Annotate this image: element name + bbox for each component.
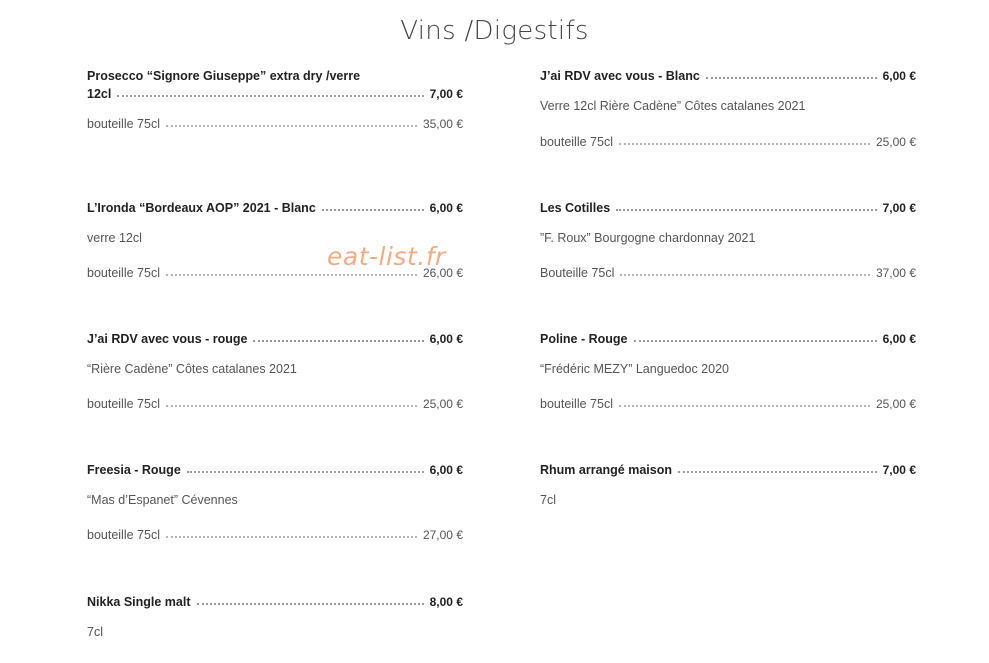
dot-leader: [166, 536, 417, 538]
menu-item-price: 6,00 €: [429, 463, 463, 477]
bottle-price: 25,00 €: [422, 397, 463, 411]
dot-leader: [166, 274, 417, 276]
bottle-label: bouteille 75cl: [540, 397, 613, 411]
dot-leader: [619, 143, 870, 145]
dot-leader: [322, 209, 424, 211]
menu-item-name: Rhum arrangé maison: [540, 463, 672, 477]
menu-item-description: verre 12cl: [87, 231, 142, 245]
bottle-label: bouteille 75cl: [87, 397, 160, 411]
dot-leader: [117, 95, 423, 97]
bottle-label: bouteille 75cl: [540, 135, 613, 149]
dot-leader: [634, 340, 877, 342]
bottle-label: bouteille 75cl: [87, 528, 160, 542]
menu-item-description: 7cl: [87, 625, 103, 639]
menu-item-description: “Rière Cadène” Côtes catalanes 2021: [87, 362, 297, 376]
menu-item-price: 8,00 €: [429, 595, 463, 609]
menu-item-name-row: [540, 332, 916, 346]
menu-item-name-row: [540, 69, 916, 83]
dot-leader: [197, 603, 424, 605]
menu-item-prosecco: [87, 69, 463, 131]
dot-leader: [253, 340, 423, 342]
menu-item-name: Les Cotilles: [540, 201, 611, 215]
menu-item-price: 6,00 €: [429, 332, 463, 346]
menu-item-rhum: [540, 463, 916, 507]
menu-item-poline: [540, 332, 916, 411]
menu-item-description: “Mas d’Espanet” Cévennes: [87, 493, 238, 507]
menu-item-name-row: [87, 87, 463, 101]
menu-item-les-cotilles: [540, 201, 916, 280]
menu-item-name-row: [87, 332, 463, 346]
menu-item-price: 6,00 €: [882, 69, 916, 83]
bottle-price: 35,00 €: [422, 117, 463, 131]
bottle-row: [540, 266, 916, 280]
dot-leader: [616, 209, 876, 211]
dot-leader: [620, 274, 870, 276]
bottle-price: 26,00 €: [422, 266, 463, 280]
bottle-price: 27,00 €: [422, 528, 463, 542]
menu-item-description: Verre 12cl Rière Cadène” Côtes catalanes 2021: [540, 99, 806, 113]
dot-leader: [678, 471, 877, 473]
menu-item-name: L’Ironda “Bordeaux AOP” 2021 - Blanc: [87, 201, 316, 215]
menu-item-price: 6,00 €: [429, 201, 463, 215]
dot-leader: [187, 471, 424, 473]
watermark-text: eat-list.fr: [327, 242, 446, 271]
dot-leader: [706, 77, 877, 79]
page-title: Vins /Digestifs: [400, 16, 589, 46]
menu-item-price: 7,00 €: [882, 201, 916, 215]
menu-item-description: ”F. Roux” Bourgogne chardonnay 2021: [540, 231, 756, 245]
menu-item-price: 7,00 €: [882, 463, 916, 477]
bottle-price: 37,00 €: [875, 266, 916, 280]
dot-leader: [166, 125, 417, 127]
menu-item-name-continued: 12cl: [87, 87, 112, 101]
bottle-label: bouteille 75cl: [87, 266, 160, 280]
bottle-row: [540, 397, 916, 411]
menu-item-name: Prosecco “Signore Giuseppe” extra dry /verre: [87, 69, 361, 83]
bottle-row: [87, 397, 463, 411]
bottle-row: [540, 135, 916, 149]
bottle-row: [87, 528, 463, 542]
menu-item-name-row: [87, 595, 463, 609]
menu-item-name: J’ai RDV avec vous - Blanc: [540, 69, 700, 83]
menu-item-name-row: [540, 201, 916, 215]
menu-item-price: 6,00 €: [882, 332, 916, 346]
menu-item-freesia: [87, 463, 463, 542]
menu-item-name: J’ai RDV avec vous - rouge: [87, 332, 248, 346]
menu-item-nikka: [87, 595, 463, 639]
menu-item-price: 7,00 €: [429, 87, 463, 101]
menu-item-name-row: [540, 463, 916, 477]
menu-item-rdv-blanc: [540, 69, 916, 149]
bottle-price: 25,00 €: [875, 397, 916, 411]
menu-item-name: Nikka Single malt: [87, 595, 191, 609]
dot-leader: [166, 405, 417, 407]
menu-item-name-row: [87, 201, 463, 215]
dot-leader: [619, 405, 870, 407]
menu-item-description: 7cl: [540, 493, 556, 507]
bottle-row: [87, 117, 463, 131]
bottle-price: 25,00 €: [875, 135, 916, 149]
menu-item-name-row: [87, 463, 463, 477]
menu-item-description: “Frédéric MEZY” Languedoc 2020: [540, 362, 729, 376]
menu-item-name: Freesia - Rouge: [87, 463, 181, 477]
menu-item-rdv-rouge: [87, 332, 463, 411]
menu-item-name: Poline - Rouge: [540, 332, 628, 346]
bottle-label: bouteille 75cl: [87, 117, 160, 131]
bottle-label: Bouteille 75cl: [540, 266, 615, 280]
